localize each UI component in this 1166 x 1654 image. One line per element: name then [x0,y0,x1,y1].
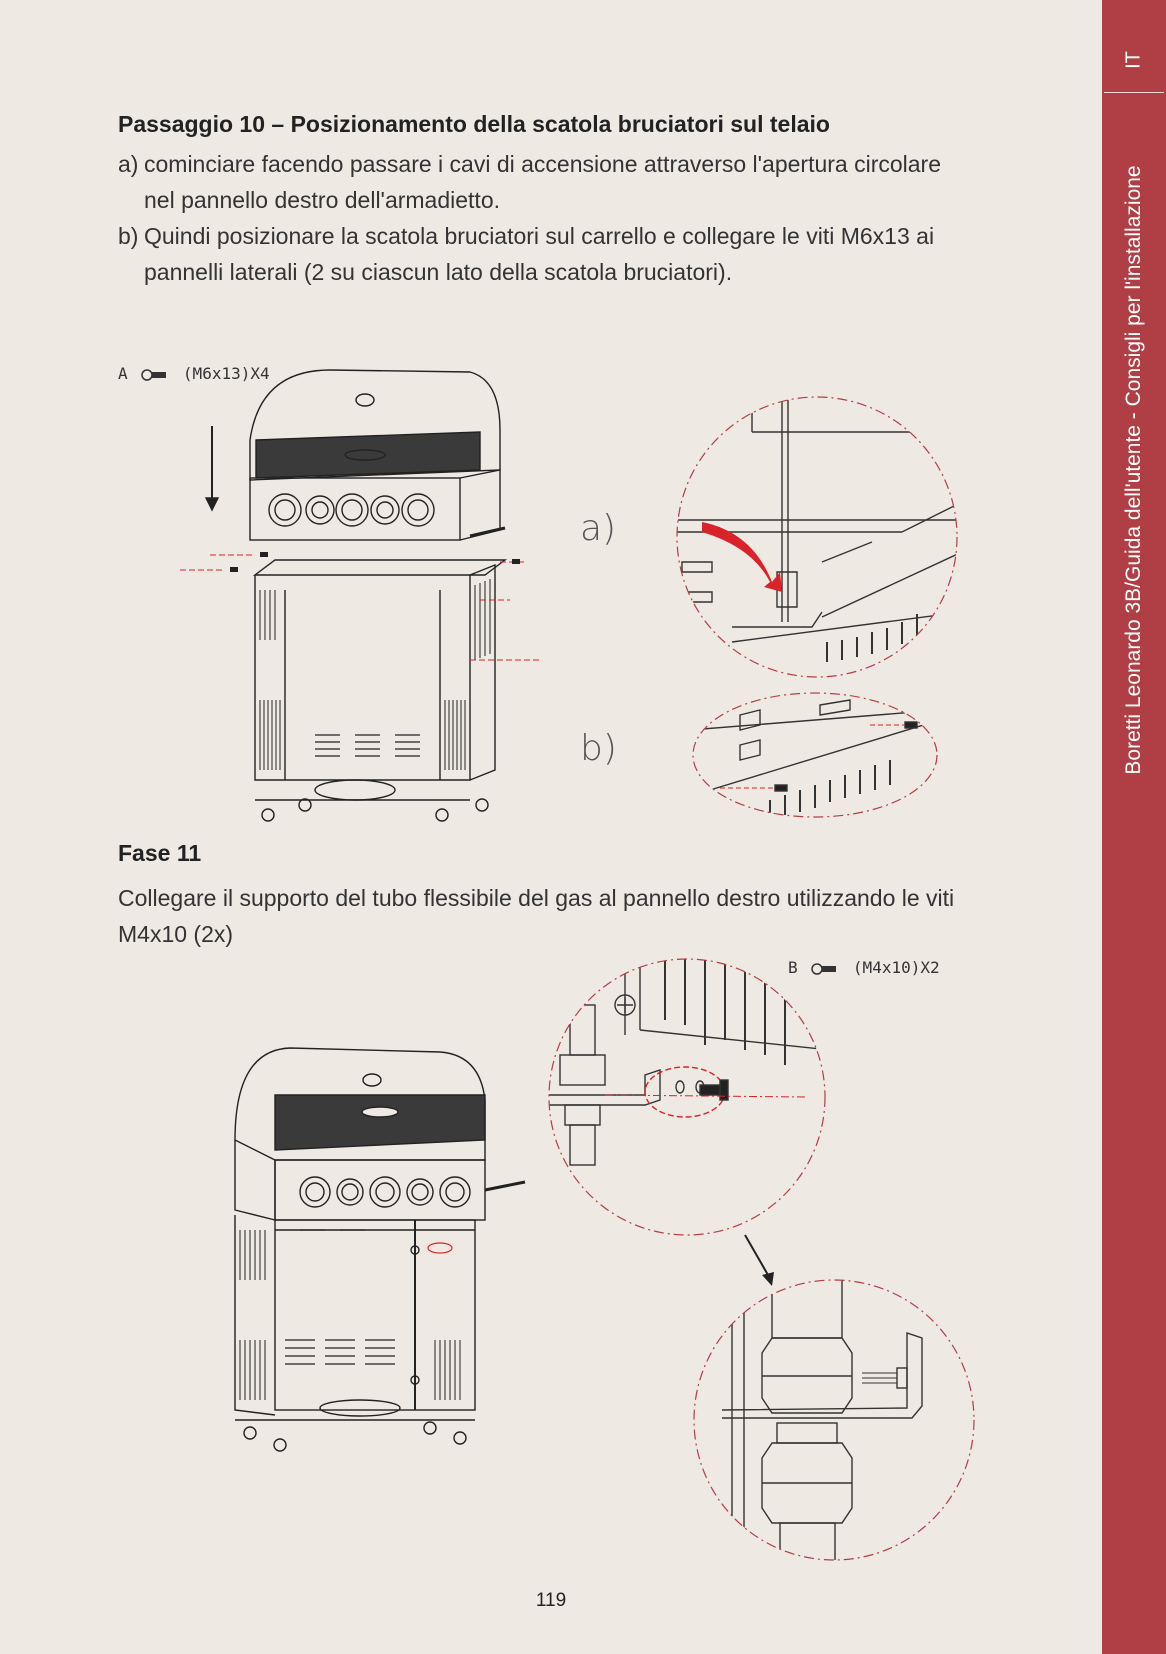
step11-text-2: M4x10 (2x) [118,921,234,947]
document-title: Boretti Leonardo 3B/Guida dell'utente - Consigli per l'installazione [1122,165,1145,775]
detail-view-a [672,392,962,682]
part-a-letter: A [118,364,128,383]
item-b-text-2: pannelli laterali (2 su ciascun lato della scatola bruciatori). [144,259,733,285]
step10-heading: Passaggio 10 – Posizionamento della scatola bruciatori sul telaio [118,111,830,137]
page-number: 119 [535,1590,567,1611]
figure-label-a: a) [580,508,617,549]
figure-label-b: b) [580,728,617,769]
part-b-spec: (M4x10)X2 [852,958,940,977]
detail-view-b [690,690,940,820]
detail-view-gas-bracket [545,955,830,1240]
item-b-label: b) [118,223,139,249]
language-tag: IT [1122,51,1145,69]
grill-assembly-illustration-2 [230,1040,540,1460]
step11-text [118,880,998,952]
item-b-text-1: Quindi posizionare la scatola bruciatori sul carrello e collegare le viti M6x13 ai [144,223,935,249]
step11-text-1: Collegare il supporto del tubo flessibile del gas al pannello destro utilizzando le viti [118,885,955,911]
step11-heading: Fase 11 [118,840,202,866]
screw-icon [141,368,169,382]
step10-item-a [118,146,998,218]
part-a-spec: (M6x13)X4 [182,364,270,383]
sidebar-divider [1104,92,1164,93]
grill-assembly-illustration-1 [180,360,570,840]
item-a-text-1: cominciare facendo passare i cavi di accensione attraverso l'apertura circolare [144,151,942,177]
part-b-letter: B [788,958,798,977]
detail-view-bracket-closeup [692,1278,977,1563]
step10-item-b [118,218,998,290]
item-a-label: a) [118,151,139,177]
item-a-text-2: nel pannello destro dell'armadietto. [144,187,501,213]
